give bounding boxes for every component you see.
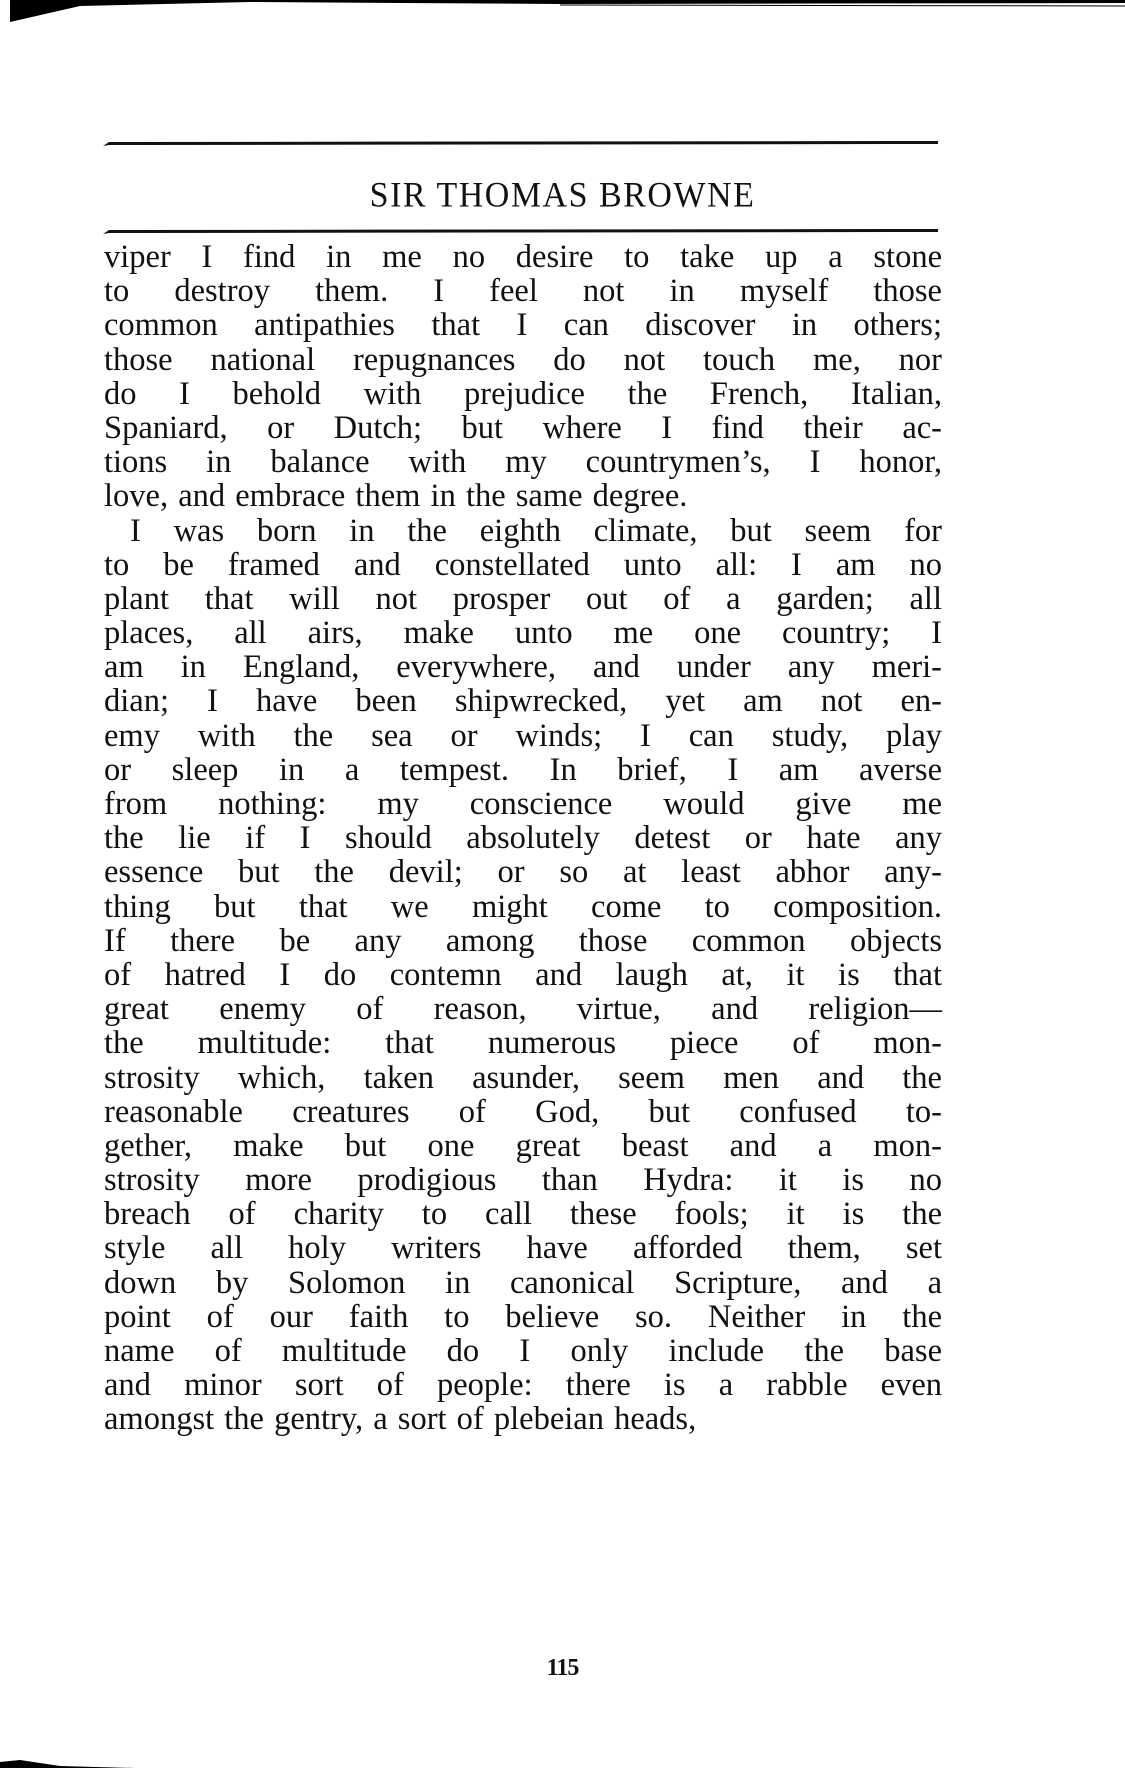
text-line: I was born in the eighth climate, but seem for bbox=[130, 512, 942, 549]
text-line: to destroy them. I feel not in myself those bbox=[104, 273, 942, 310]
text-line: to be framed and constellated unto all: I am no bbox=[104, 546, 942, 583]
body-text bbox=[104, 240, 942, 1437]
text-line: am in England, everywhere, and under any meri- bbox=[104, 649, 942, 686]
text-line: strosity more prodigious than Hydra: it is no bbox=[104, 1162, 942, 1199]
text-line: do I behold with prejudice the French, Italian, bbox=[104, 375, 942, 412]
text-line: common antipathies that I can discover in others; bbox=[104, 307, 942, 344]
header-rule-top bbox=[103, 141, 938, 146]
text-line: viper I find in me no desire to take up a stone bbox=[104, 239, 942, 275]
scan-edge-bottom bbox=[0, 1760, 140, 1770]
text-line: of hatred I do contemn and laugh at, it is that bbox=[104, 956, 942, 993]
text-line: essence but the devil; or so at least abhor any- bbox=[104, 854, 942, 891]
page-number: 115 bbox=[546, 1655, 579, 1681]
text-line: Spaniard, or Dutch; but where I find their ac- bbox=[104, 409, 942, 446]
text-line: name of multitude do I only include the base bbox=[104, 1333, 942, 1369]
text-line: love, and embrace them in the same degree. bbox=[104, 478, 688, 515]
text-line: the lie if I should absolutely detest or hate any bbox=[104, 820, 942, 857]
text-line: great enemy of reason, virtue, and religion— bbox=[104, 991, 942, 1028]
text-line: gether, make but one great beast and a mon- bbox=[104, 1127, 942, 1164]
text-line: style all holy writers have afforded them, set bbox=[104, 1230, 942, 1267]
text-line: from nothing: my conscience would give me bbox=[104, 786, 942, 822]
header-rule-bottom bbox=[103, 229, 938, 234]
paragraph bbox=[104, 240, 942, 514]
text-line: emy with the sea or winds; I can study, play bbox=[104, 717, 942, 754]
text-line: breach of charity to call these fools; it is the bbox=[104, 1196, 942, 1233]
text-line: reasonable creatures of God, but confused to- bbox=[104, 1093, 942, 1130]
text-line: plant that will not prosper out of a garden; all bbox=[104, 580, 942, 617]
text-line: strosity which, taken asunder, seem men and the bbox=[104, 1059, 942, 1096]
text-line: If there be any among those common objects bbox=[104, 922, 942, 959]
scan-edge-top bbox=[0, 0, 1125, 30]
text-line: those national repugnances do not touch me, nor bbox=[104, 341, 942, 378]
text-line: or sleep in a tempest. In brief, I am averse bbox=[104, 751, 942, 788]
text-line: dian; I have been shipwrecked, yet am not en- bbox=[104, 683, 942, 720]
text-line: point of our faith to believe so. Neither in the bbox=[104, 1298, 942, 1335]
text-line: and minor sort of people: there is a rabble even bbox=[104, 1367, 942, 1404]
paragraph bbox=[104, 514, 942, 1437]
text-line: thing but that we might come to composition. bbox=[104, 888, 942, 925]
running-head: SIR THOMAS BROWNE bbox=[369, 176, 756, 215]
text-line: the multitude: that numerous piece of mon- bbox=[104, 1025, 942, 1062]
text-line: places, all airs, make unto me one country; I bbox=[104, 615, 942, 652]
text-line: tions in balance with my countrymen’s, I honor, bbox=[104, 444, 942, 481]
text-line: down by Solomon in canonical Scripture, and a bbox=[104, 1264, 942, 1301]
text-line: amongst the gentry, a sort of plebeian heads, bbox=[104, 1401, 697, 1438]
